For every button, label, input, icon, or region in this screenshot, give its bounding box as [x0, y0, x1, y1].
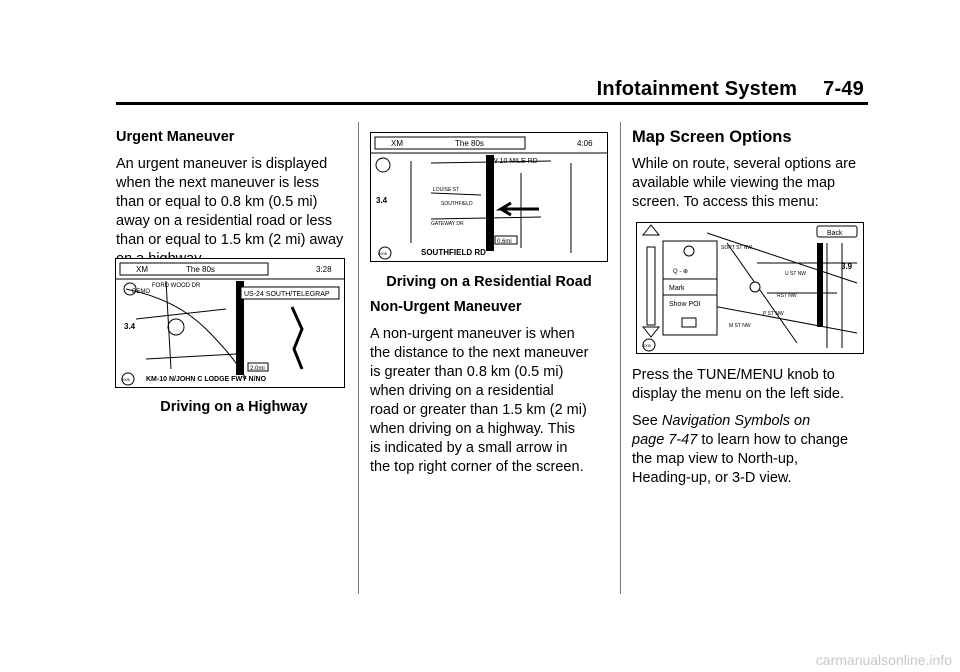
column-divider-1: [358, 122, 359, 594]
clock-label: 4:06: [577, 139, 593, 148]
column-3-lower: [632, 366, 872, 488]
non-urgent-para-line: the top right corner of the screen.: [370, 459, 584, 475]
street-label: U ST NW: [785, 271, 807, 277]
non-urgent-para-line: A non-urgent maneuver is when: [370, 326, 575, 342]
street-label: GATEWAY DR: [431, 221, 464, 227]
street-label: DEMO: [132, 289, 150, 295]
urgent-para-line: away on a residential road or less: [116, 213, 333, 229]
street-label: P ST NW: [763, 311, 784, 317]
top-road-label: W 10 MILE RD: [491, 158, 538, 165]
intro-line: While on route, several options are: [632, 156, 857, 172]
year-label: 2005: [642, 343, 651, 348]
section-title: Infotainment System: [596, 78, 798, 100]
distance-big: 3.4: [124, 322, 136, 331]
distance-big: 3.4: [376, 196, 388, 205]
non-urgent-heading: Non-Urgent Maneuver: [370, 299, 522, 315]
channel-label: The 80s: [455, 139, 484, 148]
menu-item-mark[interactable]: Mark: [669, 285, 685, 292]
street-label: M ST NW: [729, 323, 751, 329]
non-urgent-para-line: is greater than 0.8 km (0.5 mi): [370, 364, 564, 380]
instruction-line: display the menu on the left side.: [632, 386, 844, 402]
column-3: [632, 128, 872, 212]
street-label: SOUTHFIELD: [441, 201, 473, 207]
column-1: [116, 128, 352, 269]
route-highlight: [486, 155, 494, 251]
column-2: [370, 298, 616, 477]
non-urgent-para-line: the distance to the next maneuver: [370, 345, 589, 361]
cross-reference-link[interactable]: page 7-47: [632, 432, 698, 448]
intro-line: screen. To access this menu:: [632, 194, 819, 210]
street-label: RST NW: [777, 293, 797, 299]
page-number: 7-49: [823, 78, 864, 100]
back-button-label: Back: [827, 230, 843, 237]
xm-label: XM: [391, 139, 403, 148]
distance-big: 3.9: [841, 262, 853, 271]
non-urgent-para-line: when driving on a highway. This: [370, 421, 575, 437]
see-also-line: [632, 412, 872, 431]
highway-map-figure: [115, 258, 345, 388]
vehicle-icon: [750, 282, 760, 292]
non-urgent-para-line: is indicated by a small arrow in: [370, 440, 568, 456]
urgent-maneuver-heading: Urgent Maneuver: [116, 129, 235, 145]
route-highlight: [817, 243, 823, 327]
urgent-para-line: than or equal to 0.8 km (0.5 mi): [116, 194, 318, 210]
zoom-icon: Q - ⊕: [673, 269, 689, 275]
year-label: 2005: [121, 377, 130, 382]
header-rule: [116, 102, 868, 105]
year-label: 2005: [378, 251, 387, 256]
channel-label: The 80s: [186, 265, 215, 274]
urgent-para-line: An urgent maneuver is displayed: [116, 156, 328, 172]
non-urgent-para-line: when driving on a residential: [370, 383, 554, 399]
watermark: carmanualsonline.info: [815, 652, 952, 668]
map-menu-figure: [636, 222, 864, 354]
street-label: SORT ST NW: [721, 245, 753, 251]
see-rest: to learn how to change: [701, 432, 849, 448]
non-urgent-para-line: road or greater than 1.5 km (2 mi): [370, 402, 587, 418]
intro-line: available while viewing the map: [632, 175, 836, 191]
residential-map-figure: [370, 132, 608, 262]
cross-reference-link[interactable]: Navigation Symbols on: [661, 413, 811, 429]
page-header: [597, 78, 864, 101]
current-street-label: SOUTHFIELD RD: [421, 248, 486, 257]
residential-caption: Driving on a Residential Road: [386, 274, 592, 290]
distance-label: 2.0mi: [250, 366, 265, 372]
see-label: See: [632, 413, 658, 429]
distance-label: 0.6mi: [497, 239, 512, 245]
instruction-line: Press the TUNE/MENU knob to: [632, 367, 835, 383]
xm-label: XM: [136, 265, 148, 274]
column-divider-2: [620, 122, 621, 594]
street-label: LOUISE ST: [433, 187, 460, 193]
map-screen-options-heading: Map Screen Options: [632, 128, 792, 146]
see-also-line: Heading-up, or 3-D view.: [632, 470, 792, 486]
street-label: FORD WOOD DR: [152, 283, 201, 289]
see-also-line: the map view to North-up,: [632, 451, 799, 467]
current-street-label: KM-10 N/JOHN C LODGE FWY N/NO: [146, 376, 267, 383]
highway-road-label: US-24 SOUTH/TELEGRAP: [244, 291, 330, 298]
menu-item-show-poi[interactable]: Show POI: [669, 301, 701, 308]
urgent-para-line: when the next maneuver is less: [116, 175, 320, 191]
highway-caption: Driving on a Highway: [160, 399, 308, 415]
clock-label: 3:28: [316, 265, 332, 274]
urgent-para-line: than or equal to 1.5 km (2 mi) away: [116, 232, 344, 248]
see-also-line: [632, 431, 872, 450]
